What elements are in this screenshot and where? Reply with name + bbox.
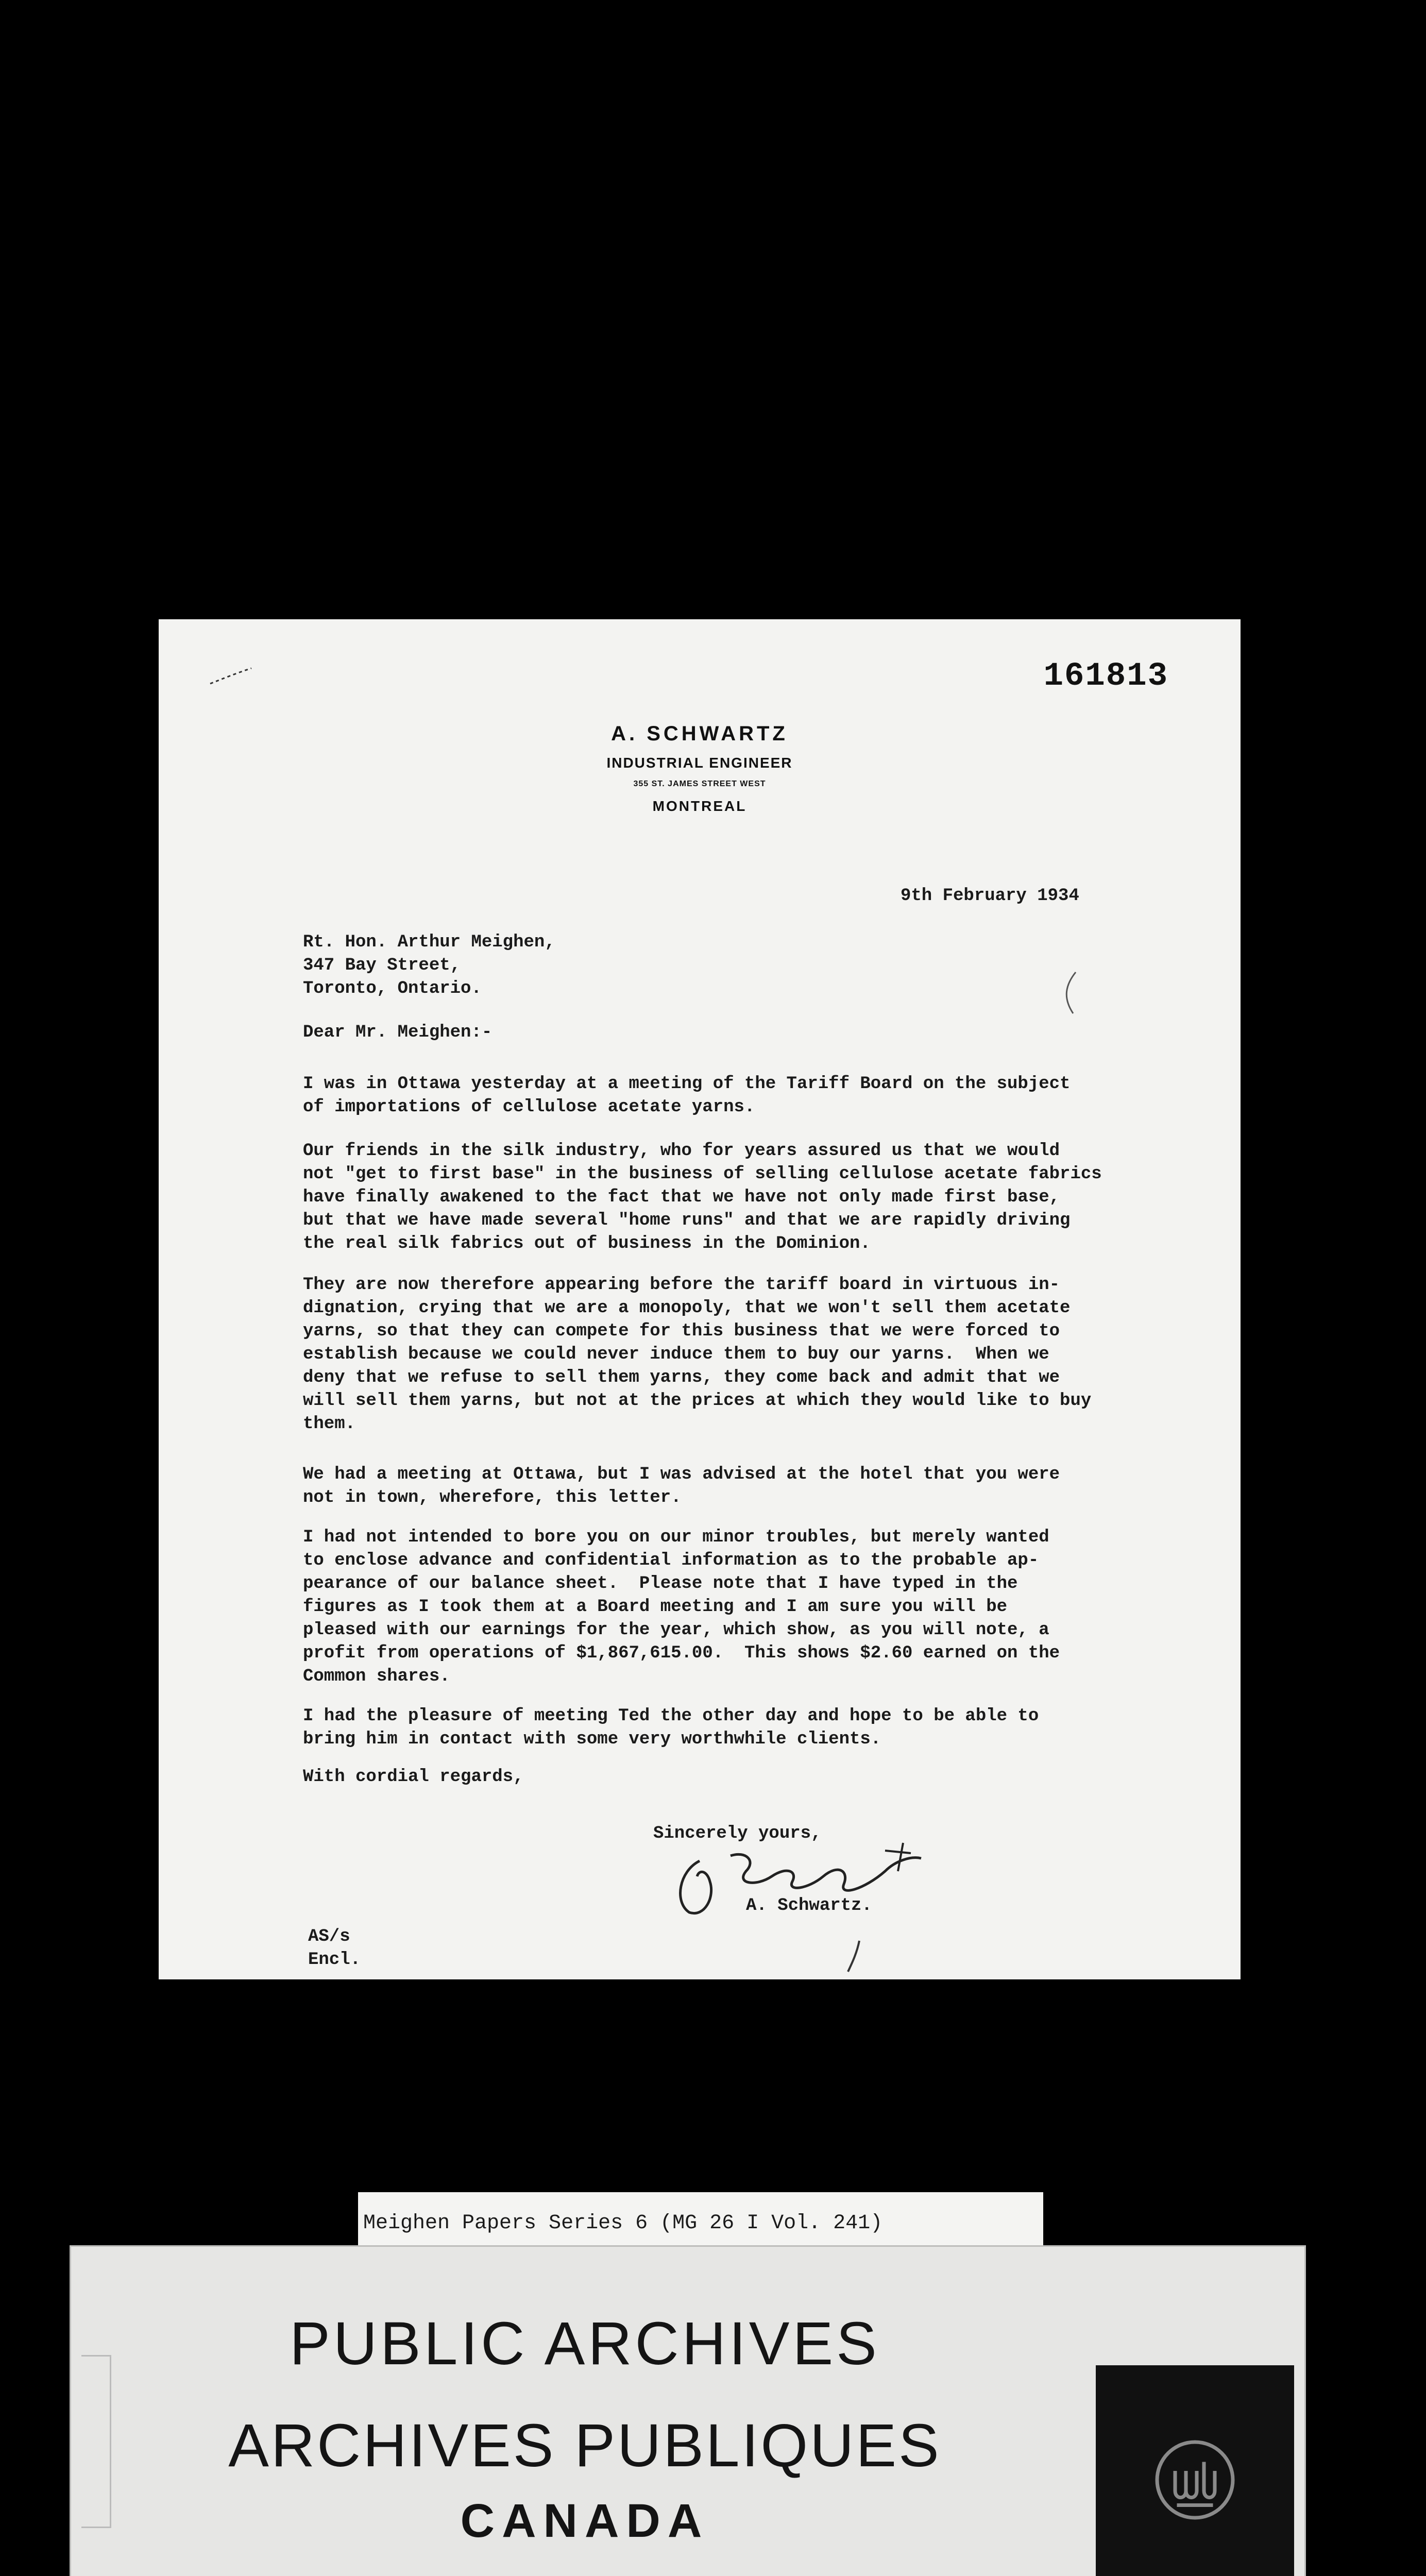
recipient-line: Rt. Hon. Arthur Meighen, <box>303 933 555 952</box>
text-line: deny that we refuse to sell them yarns, they come back and admit that we <box>303 1368 1060 1387</box>
text-line: We had a meeting at Ottawa, but I was advised at the hotel that you were <box>303 1465 1060 1484</box>
letterhead-name: A. SCHWARTZ <box>611 722 788 745</box>
text-line: not in town, wherefore, this letter. <box>303 1488 682 1507</box>
paragraph-5 <box>303 1526 1060 1688</box>
text-line: have finally awakened to the fact that we have not only made first base, <box>303 1188 1060 1207</box>
text-line: Common shares. <box>303 1667 450 1686</box>
text-line: Our friends in the silk industry, who for years assured us that we would <box>303 1141 1060 1161</box>
recipient-line: Toronto, Ontario. <box>303 979 482 998</box>
paragraph-6 <box>303 1705 1039 1751</box>
text-line: bring him in contact with some very worthwhile clients. <box>303 1730 881 1749</box>
recipient-address <box>303 931 555 1001</box>
letterhead-title: INDUSTRIAL ENGINEER <box>606 755 793 771</box>
closing: With cordial regards, <box>303 1767 524 1787</box>
text-line: to enclose advance and confidential information as to the probable ap- <box>303 1551 1039 1570</box>
archive-card-line-3: CANADA <box>460 2495 709 2547</box>
text-line: the real silk fabrics out of business in the Dominion. <box>303 1234 871 1253</box>
archive-reference-label <box>358 2192 1043 2246</box>
paragraph-1 <box>303 1073 1070 1119</box>
text-line: pleased with our earnings for the year, which show, as you will note, a <box>303 1620 1049 1640</box>
document-number: 161813 <box>1043 658 1168 695</box>
letter-date: 9th February 1934 <box>901 886 1079 906</box>
recipient-line: 347 Bay Street, <box>303 956 461 975</box>
archive-emblem-icon <box>1150 2435 1240 2525</box>
paragraph-4 <box>303 1463 1060 1510</box>
text-line: figures as I took them at a Board meeting and I am sure you will be <box>303 1597 1008 1617</box>
archive-card <box>70 2245 1306 2576</box>
pen-mark <box>844 1938 864 1974</box>
paragraph-2 <box>303 1140 1102 1256</box>
archive-card-line-2: ARCHIVES PUBLIQUES <box>228 2412 941 2480</box>
sign-off: Sincerely yours, <box>653 1824 822 1843</box>
pencil-mark <box>208 666 254 686</box>
text-line: I was in Ottawa yesterday at a meeting of the Tariff Board on the subject <box>303 1074 1071 1094</box>
letter-page <box>159 619 1241 1979</box>
text-line: yarns, so that they can compete for this business that we were forced to <box>303 1321 1060 1341</box>
letterhead-city: MONTREAL <box>652 798 747 814</box>
text-line: but that we have made several "home runs" and that we are rapidly driving <box>303 1211 1071 1230</box>
text-line: I had the pleasure of meeting Ted the other day and hope to be able to <box>303 1706 1039 1726</box>
text-line: pearance of our balance sheet. Please note that I have typed in the <box>303 1574 1018 1594</box>
text-line: dignation, crying that we are a monopoly, that we won't sell them acetate <box>303 1298 1071 1318</box>
text-line: will sell them yarns, but not at the prices at which they would like to buy <box>303 1391 1092 1411</box>
paragraph-3 <box>303 1274 1091 1436</box>
text-line: They are now therefore appearing before the tariff board in virtuous in- <box>303 1275 1060 1295</box>
archive-reference-text: Meighen Papers Series 6 (MG 26 I Vol. 241) <box>363 2212 883 2235</box>
archive-logo-block <box>1096 2365 1294 2576</box>
initials-line: Encl. <box>308 1950 361 1970</box>
typist-initials <box>308 1925 361 1972</box>
text-line: them. <box>303 1414 356 1434</box>
text-line: not "get to first base" in the business of selling cellulose acetate fabrics <box>303 1164 1102 1184</box>
letterhead-address: 355 ST. JAMES STREET WEST <box>633 779 766 788</box>
text-line: of importations of cellulose acetate yarns. <box>303 1097 755 1117</box>
letterhead <box>159 722 1241 815</box>
text-line: establish because we could never induce them to buy our yarns. When we <box>303 1345 1049 1364</box>
initials-line: AS/s <box>308 1927 350 1946</box>
salutation: Dear Mr. Meighen:- <box>303 1023 493 1042</box>
signer-name: A. Schwartz. <box>746 1896 872 1916</box>
archive-card-line-1: PUBLIC ARCHIVES <box>290 2310 880 2378</box>
pencil-mark <box>1058 970 1083 1016</box>
text-line: profit from operations of $1,867,615.00. This shows $2.60 earned on the <box>303 1643 1060 1663</box>
text-line: I had not intended to bore you on our minor troubles, but merely wanted <box>303 1528 1049 1547</box>
